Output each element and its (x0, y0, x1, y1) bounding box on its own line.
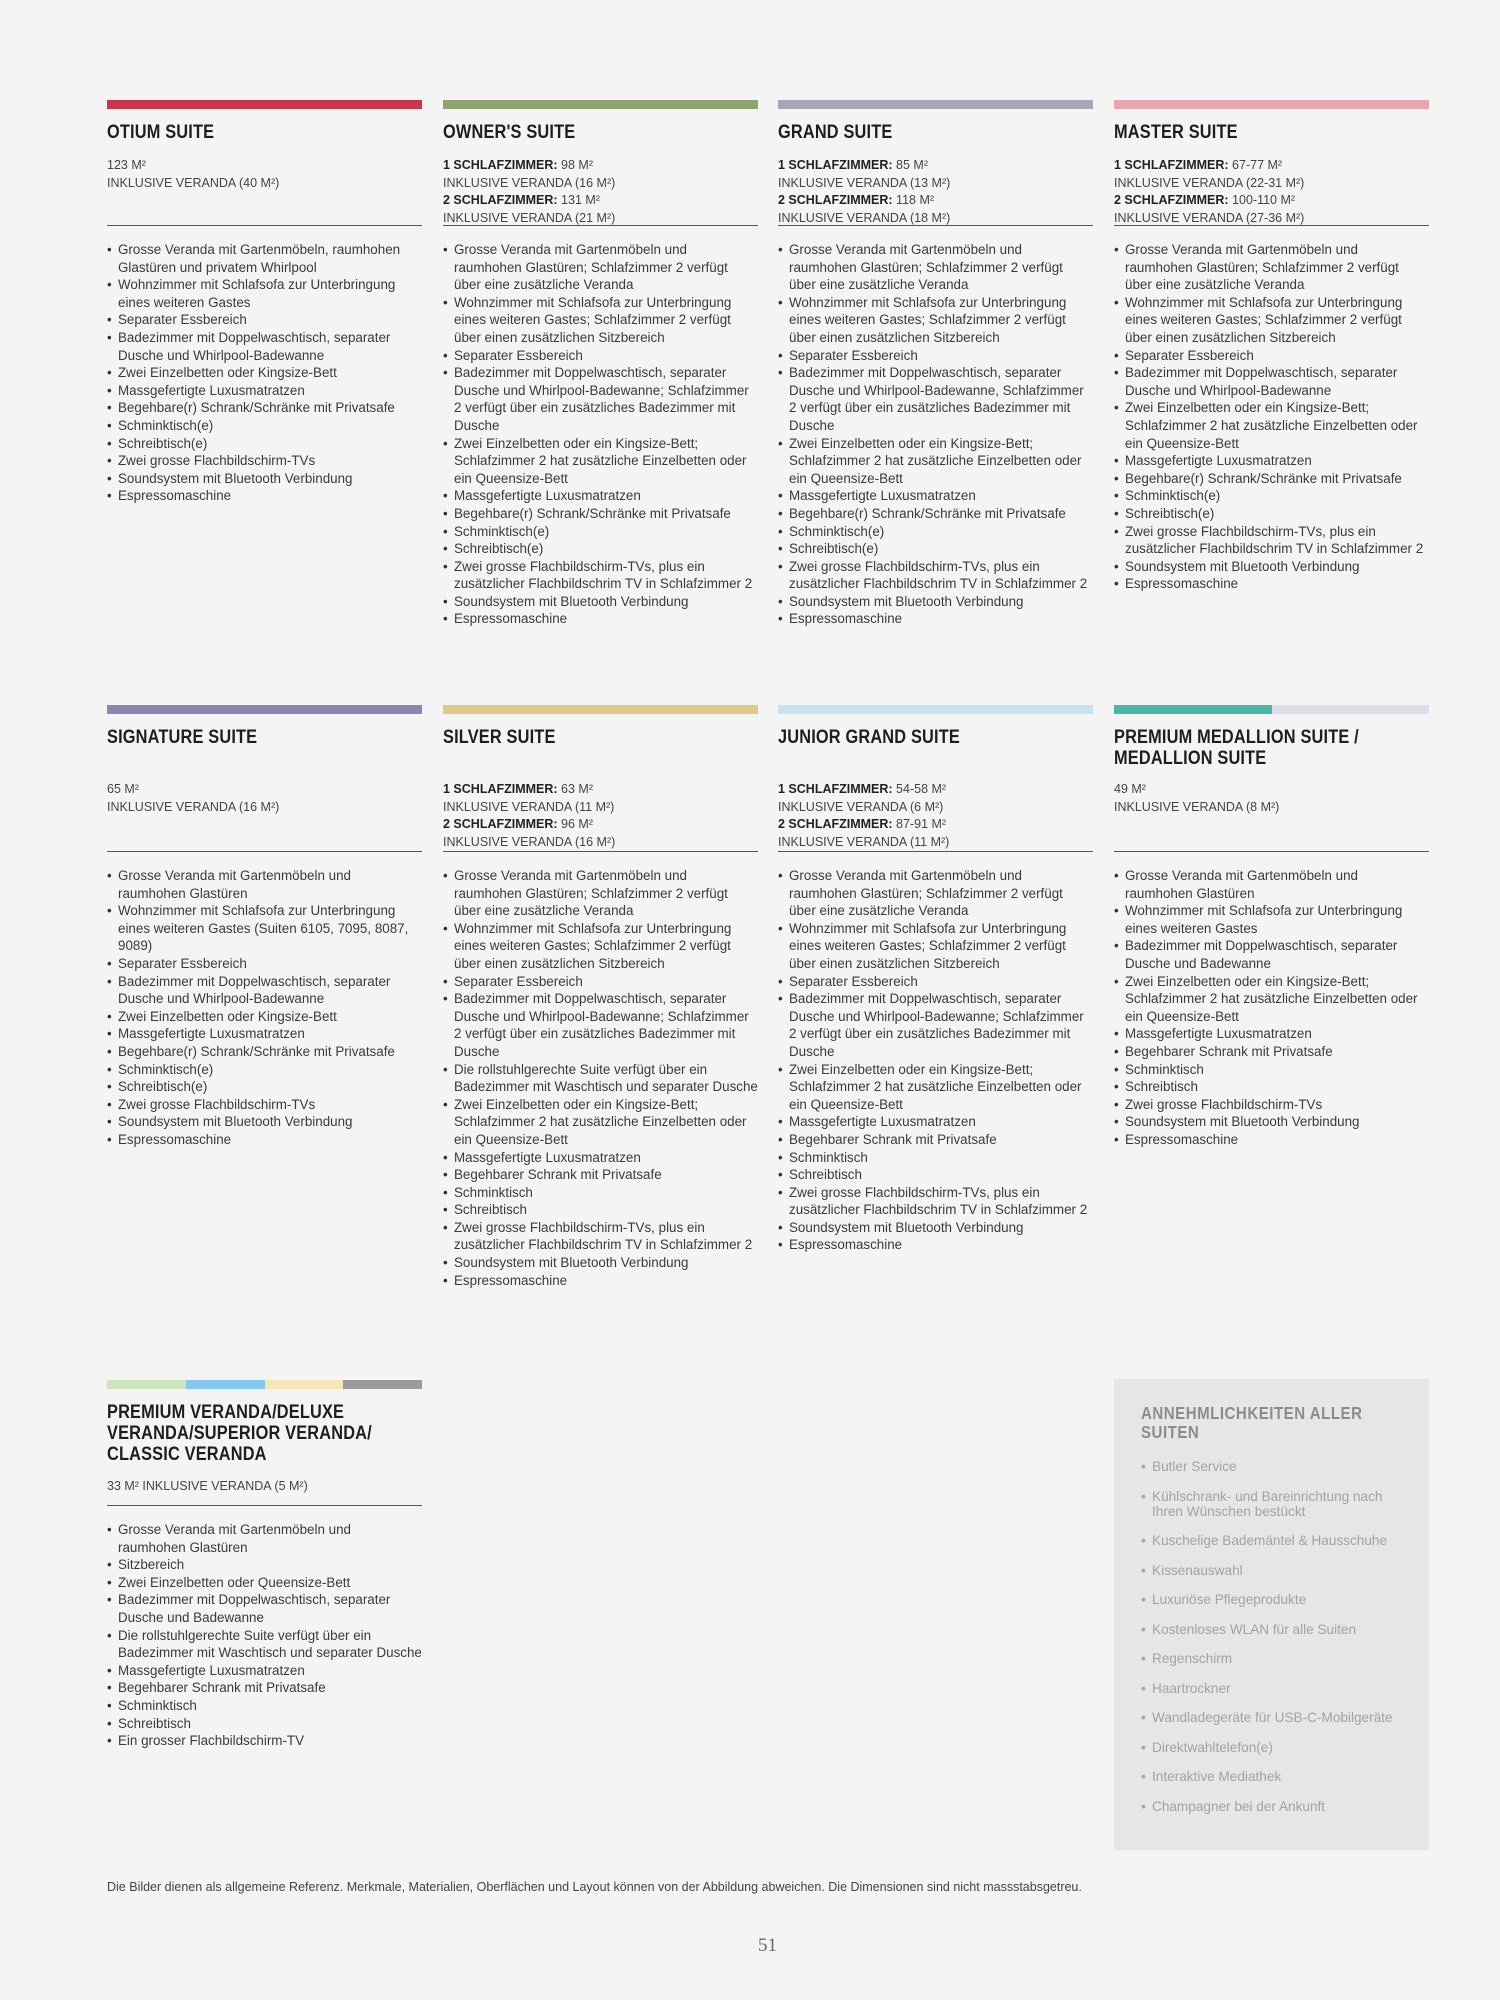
color-bar-segment (1209, 705, 1241, 714)
suite-otium (107, 100, 422, 505)
size-line (778, 816, 1093, 834)
size-value: INKLUSIVE VERANDA (16 M²) (443, 834, 616, 849)
size-line (778, 799, 1093, 817)
feature-item: • Zwei grosse Flachbildschirm-TVs, plus ein zusätzlicher Flachbildschrim TV in Schlafzimmer 2 (443, 1219, 758, 1254)
size-value: 123 M² (107, 158, 146, 172)
feature-item: • Soundsystem mit Bluetooth Verbindung (1114, 1113, 1429, 1131)
color-bar-segment (1272, 705, 1304, 714)
feature-item: • Zwei grosse Flachbildschirm-TVs, plus ein zusätzlicher Flachbildschrim TV in Schlafzimmer 2 (443, 558, 758, 593)
feature-item: • Zwei grosse Flachbildschirm-TVs, plus ein zusätzlicher Flachbildschrim TV in Schlafzimmer 2 (778, 558, 1093, 593)
feature-item: • Espressomaschine (107, 487, 422, 505)
feature-item: • Wohnzimmer mit Schlafsofa zur Unterbringung eines weiteren Gastes (107, 276, 422, 311)
feature-item: • Schminktisch (107, 1697, 422, 1715)
feature-item: • Massgefertigte Luxusmatratzen (443, 1149, 758, 1167)
feature-item: • Schminktisch(e) (107, 1061, 422, 1079)
feature-item: • Espressomaschine (1114, 575, 1429, 593)
size-value: INKLUSIVE VERANDA (8 M²) (1114, 799, 1280, 814)
size-value: INKLUSIVE VERANDA (40 M²) (107, 175, 280, 190)
size-value: INKLUSIVE VERANDA (16 M²) (443, 175, 616, 190)
feature-item: • Badezimmer mit Doppelwaschtisch, separater Dusche und Whirlpool-Badewanne, Schlafzimmer 2 verfügt über ein zusätzliches Badezimmer mit Dusche (778, 364, 1093, 434)
disclaimer: Die Bilder dienen als allgemeine Referenz. Merkmale, Materialien, Oberflächen und Layout können von der Abbildung abweichen. Die Dimensionen sind nicht massstabsgetreu. (107, 1880, 1082, 1894)
feature-item: • Grosse Veranda mit Gartenmöbeln und raumhohen Glastüren (1114, 867, 1429, 902)
feature-item: • Begehbare(r) Schrank/Schränke mit Privatsafe (107, 399, 422, 417)
size-label: 2 SCHLAFZIMMER: (443, 193, 558, 207)
feature-item: • Wohnzimmer mit Schlafsofa zur Unterbringung eines weiteren Gastes; Schlafzimmer 2 verfügt über einen zusätzlichen Sitzbereich (443, 294, 758, 347)
size-value: 33 M² INKLUSIVE VERANDA (5 M²) (107, 1479, 308, 1493)
suite-sizes (443, 157, 758, 225)
size-value: INKLUSIVE VERANDA (13 M²) (778, 175, 951, 190)
feature-item: • Schminktisch (1114, 1061, 1429, 1079)
feature-item: • Zwei Einzelbetten oder Queensize-Bett (107, 1574, 422, 1592)
color-bar (107, 100, 422, 109)
size-value: 96 M² (557, 817, 594, 831)
feature-item: • Massgefertigte Luxusmatratzen (443, 487, 758, 505)
suite-signature (107, 705, 422, 1149)
feature-item: • Espressomaschine (443, 610, 758, 628)
feature-item: • Zwei Einzelbetten oder ein Kingsize-Bett; Schlafzimmer 2 hat zusätzliche Einzelbetten oder ein Queensize-Bett (1114, 399, 1429, 452)
color-bar-segment (1335, 705, 1367, 714)
feature-list (443, 867, 758, 1289)
feature-item: • Grosse Veranda mit Gartenmöbeln und raumhohen Glastüren; Schlafzimmer 2 verfügt über eine zusätzliche Veranda (778, 241, 1093, 294)
feature-item: • Grosse Veranda mit Gartenmöbeln und raumhohen Glastüren; Schlafzimmer 2 verfügt über eine zusätzliche Veranda (443, 867, 758, 920)
feature-item: • Begehbare(r) Schrank/Schränke mit Privatsafe (443, 505, 758, 523)
color-bar-segment (265, 1380, 344, 1389)
size-line (1114, 157, 1429, 175)
amenity-item: • Regenschirm (1141, 1651, 1416, 1666)
size-label: 2 SCHLAFZIMMER: (778, 817, 893, 831)
suite-sizes (1114, 157, 1429, 225)
feature-item: • Schminktisch(e) (107, 417, 422, 435)
size-line (107, 781, 422, 799)
size-line (107, 799, 422, 817)
feature-item: • Separater Essbereich (778, 973, 1093, 991)
feature-item: • Zwei Einzelbetten oder Kingsize-Bett (107, 1008, 422, 1026)
feature-item: • Zwei grosse Flachbildschirm-TVs (1114, 1096, 1429, 1114)
feature-item: • Grosse Veranda mit Gartenmöbeln und raumhohen Glastüren; Schlafzimmer 2 verfügt über eine zusätzliche Veranda (778, 867, 1093, 920)
size-label: 1 SCHLAFZIMMER: (443, 158, 558, 172)
size-value: INKLUSIVE VERANDA (16 M²) (107, 799, 280, 814)
feature-list (107, 867, 422, 1149)
feature-item: • Wohnzimmer mit Schlafsofa zur Unterbringung eines weiteren Gastes (Suiten 6105, 7095, 8087, 9089) (107, 902, 422, 955)
feature-item: • Massgefertigte Luxusmatratzen (778, 1113, 1093, 1131)
size-line (1114, 781, 1429, 799)
size-line (443, 175, 758, 193)
feature-item: • Zwei Einzelbetten oder ein Kingsize-Bett; Schlafzimmer 2 hat zusätzliche Einzelbetten oder ein Queensize-Bett (778, 435, 1093, 488)
size-line (443, 157, 758, 175)
feature-item: • Begehbarer Schrank mit Privatsafe (443, 1166, 758, 1184)
amenity-item: • Kissenauswahl (1141, 1563, 1416, 1578)
size-line (443, 781, 758, 799)
color-bar (1114, 705, 1429, 714)
feature-item: • Schreibtisch (443, 1201, 758, 1219)
feature-item: • Schreibtisch (107, 1715, 422, 1733)
suite-title: MASTER SUITE (1114, 122, 1238, 143)
color-bar-segment (1114, 100, 1429, 109)
size-label: 1 SCHLAFZIMMER: (778, 158, 893, 172)
feature-item: • Zwei Einzelbetten oder ein Kingsize-Bett; Schlafzimmer 2 hat zusätzliche Einzelbetten oder ein Queensize-Bett (1114, 973, 1429, 1026)
feature-item: • Separater Essbereich (107, 311, 422, 329)
size-line (443, 799, 758, 817)
size-value: INKLUSIVE VERANDA (22-31 M²) (1114, 175, 1305, 190)
feature-item: • Espressomaschine (778, 610, 1093, 628)
size-value: INKLUSIVE VERANDA (21 M²) (443, 210, 616, 225)
size-value: 49 M² (1114, 782, 1146, 796)
suite-grand (778, 100, 1093, 628)
amenity-item: • Kuschelige Bademäntel & Hausschuhe (1141, 1533, 1416, 1548)
feature-list (107, 241, 422, 505)
suite-sizes (443, 781, 758, 851)
suite-silver (443, 705, 758, 1289)
size-line (778, 781, 1093, 799)
feature-list (107, 1521, 422, 1750)
size-line (1114, 799, 1429, 817)
size-value: INKLUSIVE VERANDA (11 M²) (778, 834, 950, 849)
size-line (443, 834, 758, 852)
size-label: 1 SCHLAFZIMMER: (778, 782, 893, 796)
color-bar-segment (1114, 705, 1146, 714)
size-line (1114, 175, 1429, 193)
size-line (107, 175, 422, 193)
feature-item: • Die rollstuhlgerechte Suite verfügt über ein Badezimmer mit Waschtisch und separater Dusche (107, 1627, 422, 1662)
suite-title: JUNIOR GRAND SUITE (778, 727, 960, 748)
suite-veranda (107, 1380, 422, 1750)
size-label: 2 SCHLAFZIMMER: (443, 817, 558, 831)
size-value: INKLUSIVE VERANDA (27-36 M²) (1114, 210, 1305, 225)
size-value: 54-58 M² (892, 782, 947, 796)
color-bar-segment (107, 705, 422, 714)
feature-item: • Schreibtisch(e) (1114, 505, 1429, 523)
feature-item: • Schminktisch(e) (778, 523, 1093, 541)
feature-item: • Badezimmer mit Doppelwaschtisch, separater Dusche und Whirlpool-Badewanne; Schlafzimmer 2 verfügt über ein zusätzliches Badezimmer mit Dusche (443, 364, 758, 434)
feature-item: • Grosse Veranda mit Gartenmöbeln, raumhohen Glastüren und privatem Whirlpool (107, 241, 422, 276)
feature-item: • Espressomaschine (778, 1236, 1093, 1254)
size-label: 2 SCHLAFZIMMER: (1114, 193, 1229, 207)
color-bar-segment (1240, 705, 1272, 714)
feature-item: • Badezimmer mit Doppelwaschtisch, separater Dusche und Whirlpool-Badewanne; Schlafzimmer 2 verfügt über ein zusätzliches Badezimmer mit Dusche (443, 990, 758, 1060)
feature-item: • Badezimmer mit Doppelwaschtisch, separater Dusche und Whirlpool-Badewanne; Schlafzimmer 2 verfügt über ein zusätzliches Badezimmer mit Dusche (778, 990, 1093, 1060)
feature-item: • Zwei Einzelbetten oder ein Kingsize-Bett; Schlafzimmer 2 hat zusätzliche Einzelbetten oder ein Queensize-Bett (778, 1061, 1093, 1114)
feature-item: • Schminktisch(e) (443, 523, 758, 541)
color-bar (1114, 100, 1429, 109)
feature-item: • Soundsystem mit Bluetooth Verbindung (107, 1113, 422, 1131)
feature-item: • Wohnzimmer mit Schlafsofa zur Unterbringung eines weiteren Gastes; Schlafzimmer 2 verfügt über einen zusätzlichen Sitzbereich (778, 294, 1093, 347)
feature-item: • Separater Essbereich (443, 973, 758, 991)
divider (443, 851, 758, 852)
feature-item: • Begehbare(r) Schrank/Schränke mit Privatsafe (107, 1043, 422, 1061)
size-line (778, 192, 1093, 210)
divider (107, 1505, 422, 1506)
amenity-item: • Direktwahltelefon(e) (1141, 1740, 1416, 1755)
color-bar (778, 705, 1093, 714)
feature-item: • Massgefertigte Luxusmatratzen (107, 1025, 422, 1043)
size-value: INKLUSIVE VERANDA (6 M²) (778, 799, 944, 814)
size-line (778, 175, 1093, 193)
feature-item: • Wohnzimmer mit Schlafsofa zur Unterbringung eines weiteren Gastes; Schlafzimmer 2 verfügt über einen zusätzlichen Sitzbereich (1114, 294, 1429, 347)
feature-item: • Espressomaschine (107, 1131, 422, 1149)
feature-item: • Soundsystem mit Bluetooth Verbindung (443, 593, 758, 611)
feature-item: • Badezimmer mit Doppelwaschtisch, separater Dusche und Whirlpool-Badewanne (1114, 364, 1429, 399)
size-line (778, 157, 1093, 175)
suite-sizes (778, 781, 1093, 851)
suite-sizes (1114, 781, 1429, 851)
feature-item: • Separater Essbereich (778, 347, 1093, 365)
feature-item: • Badezimmer mit Doppelwaschtisch, separater Dusche und Whirlpool-Badewanne (107, 973, 422, 1008)
size-line (443, 192, 758, 210)
feature-item: • Badezimmer mit Doppelwaschtisch, separater Dusche und Badewanne (1114, 937, 1429, 972)
color-bar (107, 705, 422, 714)
suite-medallion (1114, 705, 1429, 1149)
divider (107, 851, 422, 852)
feature-item: • Zwei grosse Flachbildschirm-TVs, plus ein zusätzlicher Flachbildschrim TV in Schlafzimmer 2 (778, 1184, 1093, 1219)
color-bar-segment (107, 100, 422, 109)
color-bar-segment (443, 100, 758, 109)
feature-item: • Separater Essbereich (1114, 347, 1429, 365)
feature-item: • Schminktisch (443, 1184, 758, 1202)
color-bar-segment (1146, 705, 1178, 714)
feature-list (1114, 867, 1429, 1149)
feature-item: • Massgefertigte Luxusmatratzen (1114, 452, 1429, 470)
feature-item: • Schreibtisch(e) (107, 1078, 422, 1096)
amenity-item: • Haartrockner (1141, 1681, 1416, 1696)
feature-item: • Zwei grosse Flachbildschirm-TVs, plus ein zusätzlicher Flachbildschrim TV in Schlafzimmer 2 (1114, 523, 1429, 558)
divider (1114, 851, 1429, 852)
feature-item: • Grosse Veranda mit Gartenmöbeln und raumhohen Glastüren (107, 1521, 422, 1556)
size-value: 85 M² (892, 158, 929, 172)
feature-item: • Schreibtisch (1114, 1078, 1429, 1096)
feature-item: • Soundsystem mit Bluetooth Verbindung (778, 593, 1093, 611)
amenities-title: ANNEHMLICHKEITEN ALLER SUITEN (1141, 1403, 1363, 1442)
color-bar-segment (343, 1380, 422, 1389)
color-bar-segment (1366, 705, 1398, 714)
feature-item: • Badezimmer mit Doppelwaschtisch, separater Dusche und Whirlpool-Badewanne (107, 329, 422, 364)
feature-list (778, 241, 1093, 628)
color-bar (443, 100, 758, 109)
feature-item: • Grosse Veranda mit Gartenmöbeln und raumhohen Glastüren; Schlafzimmer 2 verfügt über eine zusätzliche Veranda (1114, 241, 1429, 294)
feature-item: • Massgefertigte Luxusmatratzen (778, 487, 1093, 505)
size-value: 118 M² (892, 193, 935, 207)
suite-master (1114, 100, 1429, 593)
divider (778, 851, 1093, 852)
size-value: INKLUSIVE VERANDA (11 M²) (443, 799, 615, 814)
size-value: 98 M² (557, 158, 594, 172)
amenity-item: • Wandladegeräte für USB-C-Mobilgeräte (1141, 1710, 1416, 1725)
suite-owners (443, 100, 758, 628)
feature-item: • Espressomaschine (443, 1272, 758, 1290)
feature-item: • Zwei grosse Flachbildschirm-TVs (107, 1096, 422, 1114)
suite-title: SIGNATURE SUITE (107, 727, 258, 748)
feature-item: • Schminktisch (778, 1149, 1093, 1167)
feature-item: • Schreibtisch (778, 1166, 1093, 1184)
size-value: 63 M² (557, 782, 594, 796)
suite-title: PREMIUM MEDALLION SUITE / MEDALLION SUITE (1114, 727, 1359, 769)
feature-item: • Grosse Veranda mit Gartenmöbeln und raumhohen Glastüren (107, 867, 422, 902)
feature-item: • Schreibtisch(e) (443, 540, 758, 558)
suite-sizes (107, 157, 422, 225)
color-bar-segment (186, 1380, 265, 1389)
size-value: 131 M² (557, 193, 600, 207)
feature-item: • Schreibtisch(e) (107, 435, 422, 453)
size-value: 100-110 M² (1228, 193, 1296, 207)
page-number: 51 (758, 1935, 777, 1956)
amenity-item: • Kostenloses WLAN für alle Suiten (1141, 1622, 1416, 1637)
feature-list (778, 867, 1093, 1254)
feature-item: • Begehbare(r) Schrank/Schränke mit Privatsafe (778, 505, 1093, 523)
feature-item: • Begehbarer Schrank mit Privatsafe (778, 1131, 1093, 1149)
color-bar-segment (107, 1380, 186, 1389)
feature-item: • Separater Essbereich (443, 347, 758, 365)
color-bar (443, 705, 758, 714)
amenities-box (1114, 1379, 1429, 1850)
feature-item: • Badezimmer mit Doppelwaschtisch, separater Dusche und Badewanne (107, 1591, 422, 1626)
feature-item: • Zwei Einzelbetten oder Kingsize-Bett (107, 364, 422, 382)
feature-item: • Espressomaschine (1114, 1131, 1429, 1149)
feature-item: • Soundsystem mit Bluetooth Verbindung (1114, 558, 1429, 576)
feature-list (1114, 241, 1429, 593)
feature-item: • Soundsystem mit Bluetooth Verbindung (443, 1254, 758, 1272)
size-label: 1 SCHLAFZIMMER: (443, 782, 558, 796)
suite-sizes (778, 157, 1093, 225)
feature-item: • Zwei Einzelbetten oder ein Kingsize-Bett; Schlafzimmer 2 hat zusätzliche Einzelbetten oder ein Queensize-Bett (443, 1096, 758, 1149)
feature-list (443, 241, 758, 628)
suite-title: OTIUM SUITE (107, 122, 215, 143)
feature-item: • Wohnzimmer mit Schlafsofa zur Unterbringung eines weiteren Gastes; Schlafzimmer 2 verfügt über einen zusätzlichen Sitzbereich (778, 920, 1093, 973)
suite-junior-grand (778, 705, 1093, 1254)
feature-item: • Zwei grosse Flachbildschirm-TVs (107, 452, 422, 470)
amenity-item: • Luxuriöse Pflegeprodukte (1141, 1592, 1416, 1607)
feature-item: • Wohnzimmer mit Schlafsofa zur Unterbringung eines weiteren Gastes; Schlafzimmer 2 verfügt über einen zusätzlichen Sitzbereich (443, 920, 758, 973)
feature-item: • Ein grosser Flachbildschirm-TV (107, 1732, 422, 1750)
feature-item: • Soundsystem mit Bluetooth Verbindung (778, 1219, 1093, 1237)
feature-item: • Sitzbereich (107, 1556, 422, 1574)
feature-item: • Massgefertigte Luxusmatratzen (107, 1662, 422, 1680)
size-value: INKLUSIVE VERANDA (18 M²) (778, 210, 951, 225)
color-bar-segment (778, 100, 1093, 109)
feature-item: • Wohnzimmer mit Schlafsofa zur Unterbringung eines weiteren Gastes (1114, 902, 1429, 937)
size-label: 1 SCHLAFZIMMER: (1114, 158, 1229, 172)
amenity-item: • Champagner bei der Ankunft (1141, 1799, 1416, 1814)
amenity-item: • Kühlschrank- und Bareinrichtung nach Ihren Wünschen bestückt (1141, 1489, 1416, 1519)
feature-item: • Massgefertigte Luxusmatratzen (1114, 1025, 1429, 1043)
amenity-item: • Interaktive Mediathek (1141, 1769, 1416, 1784)
color-bar-segment (1303, 705, 1335, 714)
feature-item: • Begehbarer Schrank mit Privatsafe (1114, 1043, 1429, 1061)
feature-item: • Schminktisch(e) (1114, 487, 1429, 505)
color-bar-segment (778, 705, 1093, 714)
size-line (778, 834, 1093, 852)
suite-title: OWNER'S SUITE (443, 122, 576, 143)
size-line (107, 157, 422, 175)
color-bar-segment (1398, 705, 1430, 714)
divider (107, 225, 422, 226)
feature-item: • Begehbarer Schrank mit Privatsafe (107, 1679, 422, 1697)
size-value: 67-77 M² (1228, 158, 1283, 172)
suite-title: SILVER SUITE (443, 727, 556, 748)
amenity-item: • Butler Service (1141, 1459, 1416, 1474)
feature-item: • Grosse Veranda mit Gartenmöbeln und raumhohen Glastüren; Schlafzimmer 2 verfügt über eine zusätzliche Veranda (443, 241, 758, 294)
color-bar (107, 1380, 422, 1389)
color-bar (778, 100, 1093, 109)
size-line (107, 1478, 422, 1496)
suite-sizes (107, 1478, 422, 1505)
color-bar-segment (443, 705, 758, 714)
feature-item: • Soundsystem mit Bluetooth Verbindung (107, 470, 422, 488)
feature-item: • Separater Essbereich (107, 955, 422, 973)
color-bar-segment (1177, 705, 1209, 714)
feature-item: • Massgefertigte Luxusmatratzen (107, 382, 422, 400)
feature-item: • Begehbare(r) Schrank/Schränke mit Privatsafe (1114, 470, 1429, 488)
size-line (1114, 192, 1429, 210)
suite-title: GRAND SUITE (778, 122, 893, 143)
size-label: 2 SCHLAFZIMMER: (778, 193, 893, 207)
size-line (443, 816, 758, 834)
feature-item: • Schreibtisch(e) (778, 540, 1093, 558)
feature-item: • Die rollstuhlgerechte Suite verfügt über ein Badezimmer mit Waschtisch und separater Dusche (443, 1061, 758, 1096)
feature-item: • Zwei Einzelbetten oder ein Kingsize-Bett; Schlafzimmer 2 hat zusätzliche Einzelbetten oder ein Queensize-Bett (443, 435, 758, 488)
amenities-list (1141, 1459, 1416, 1828)
size-value: 87-91 M² (892, 817, 947, 831)
suite-title: PREMIUM VERANDA/DELUXE VERANDA/SUPERIOR VERANDA/ CLASSIC VERANDA (107, 1402, 372, 1465)
size-value: 65 M² (107, 782, 139, 796)
suite-sizes (107, 781, 422, 851)
